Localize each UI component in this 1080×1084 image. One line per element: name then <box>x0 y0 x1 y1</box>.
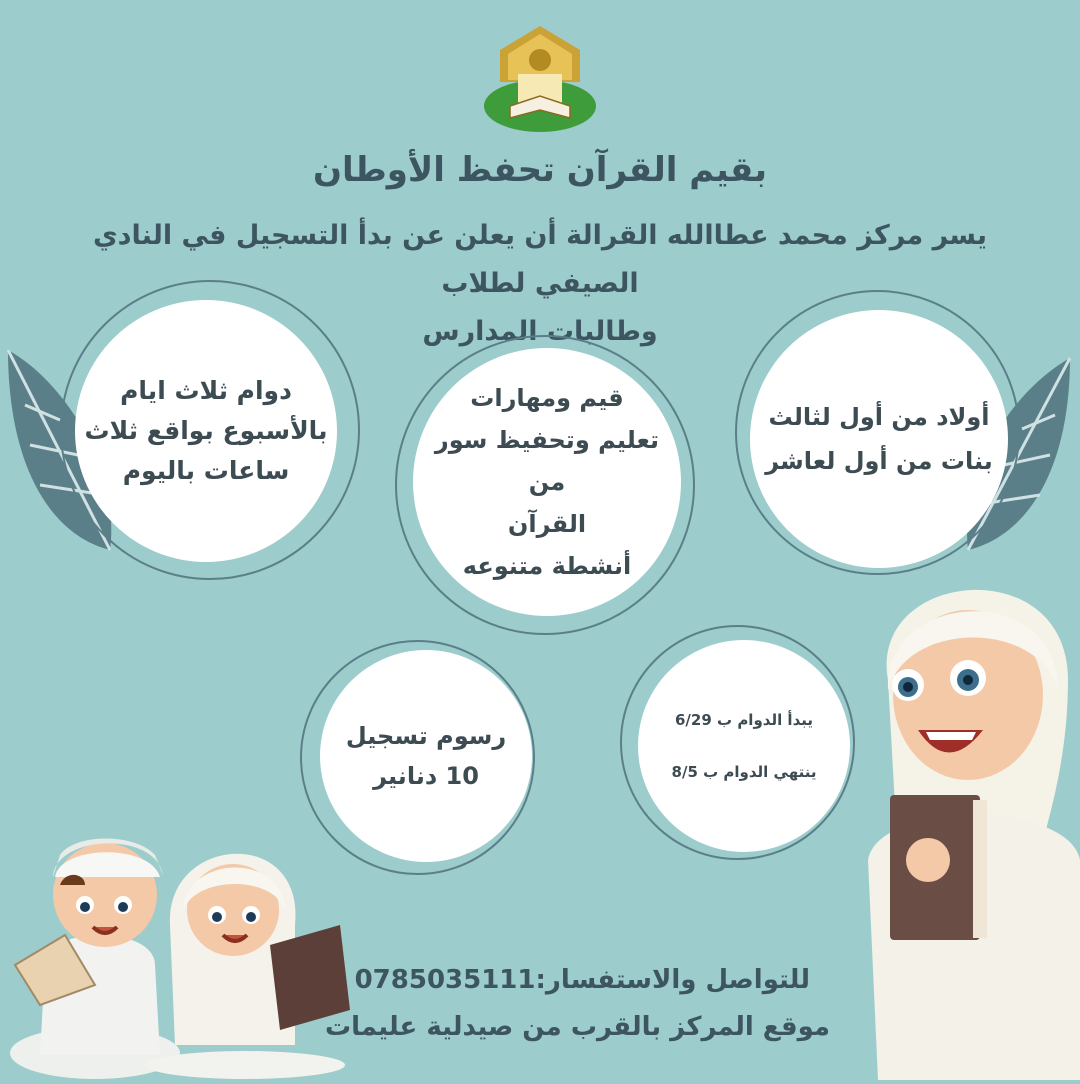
girl-with-book-illustration <box>868 560 1080 1084</box>
activities-line-1: قيم ومهارات <box>470 384 624 412</box>
children-reading-illustration <box>5 815 355 1084</box>
dates-end: ينتهي الدوام ب 8/5 <box>671 763 817 781</box>
dates-start: يبدأ الدوام ب 6/29 <box>675 711 813 729</box>
dates-card <box>638 640 850 852</box>
ages-line-1: أولاد من أول لثالث <box>768 403 990 431</box>
activities-card <box>413 348 681 616</box>
fees-line-2: 10 دنانير <box>373 762 479 790</box>
schedule-line-1: دوام ثلاث ايام <box>120 376 292 405</box>
intro-line-1: يسر مركز محمد عطاالله القرالة أن يعلن عن بدأ التسجيل في النادي الصيفي لطلاب <box>92 220 988 299</box>
quran-center-logo <box>480 22 600 140</box>
ages-line-2: بنات من أول لعاشر <box>765 447 993 475</box>
intro-line-2: وطالبات المدارس <box>422 316 658 347</box>
activities-line-2: تعليم وتحفيظ سور من <box>434 426 660 496</box>
location-info: موقع المركز بالقرب من صيدلية عليمات <box>324 1012 830 1042</box>
contact-info: للتواصل والاستفسار:0785035111 <box>354 965 810 995</box>
ages-card <box>750 310 1008 568</box>
activities-line-3: القرآن <box>507 510 587 538</box>
headline: بقيم القرآن تحفظ الأوطان <box>312 150 768 190</box>
fees-line-1: رسوم تسجيل <box>345 722 507 750</box>
schedule-card <box>75 300 337 562</box>
schedule-line-3: ساعات باليوم <box>122 456 290 485</box>
activities-line-4: أنشطة متنوعه <box>462 552 632 580</box>
schedule-line-2: بالأسبوع بواقع ثلاث <box>84 416 328 445</box>
